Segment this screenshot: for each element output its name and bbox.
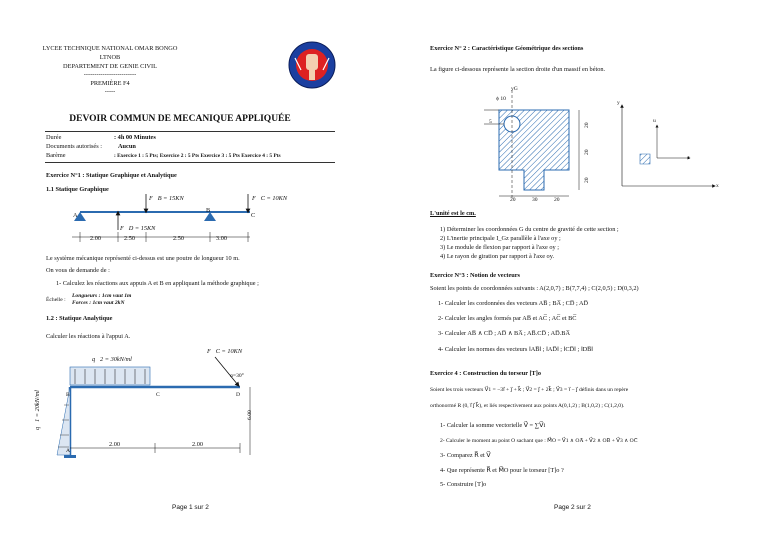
department: DEPARTEMENT DE GENIE CIVIL — [63, 63, 157, 70]
axis-t-label: t — [688, 155, 690, 161]
scale-label: Échelle : — [46, 297, 66, 303]
point-b-label: B — [206, 207, 211, 214]
scale-force: Forces : 1cm vaut 2kN — [72, 300, 125, 306]
docs-label: Documents autorisés : — [46, 143, 102, 150]
school-logo — [287, 40, 337, 90]
ex3-item-1: 1- Calculer les cordonnées des vecteurs AB̅ ; BA̅ ; CD̅ ; AD̅ — [438, 300, 589, 307]
frame-figure-2 — [55, 345, 270, 460]
vdim-2: 20 — [584, 149, 590, 155]
force-fc2-label: F⃗C = 10KN — [207, 348, 243, 355]
bareme-value: : Exercice 1 : 5 Pts; Exercice 2 : 5 Pts Exercice 3 : 5 Pts Exercice 4 : 5 Pts — [114, 153, 281, 159]
ex1-para-2: On vous de demande de : — [46, 267, 110, 274]
ex1-title: Exercice N°1 : Statique Graphique et Analytique — [46, 172, 177, 179]
height-label: 6.00 — [247, 410, 253, 420]
point-a2-label: A — [66, 448, 71, 454]
axis-y-label: y — [617, 100, 620, 106]
angle-label: α=30° — [230, 373, 244, 379]
ex1-section-1: 1.1 Statique Graphique — [46, 186, 109, 193]
ex1-para-3: Calculer les réactions à l'appui A. — [46, 333, 131, 340]
load-q1-label: q⃗1 = 20kN/ml — [34, 390, 41, 430]
point-d2-label: D — [236, 392, 241, 398]
force-fc-label: F⃗C = 10KN — [252, 195, 288, 202]
scale-length: Longueurs : 1cm vaut 1m — [72, 293, 132, 299]
load-q2-label: q⃗2 = 30kN/ml — [92, 356, 132, 363]
ex4-item-3: 3- Comparez R⃗ et V⃗ — [440, 452, 491, 459]
ex4-item-1: 1- Calculer la somme vectorielle V⃗ = ∑V⃗i — [440, 422, 546, 429]
page-2 — [384, 0, 768, 543]
class-label: PREMIÈRE F4 — [90, 80, 130, 87]
five-label: 5 — [489, 119, 492, 125]
point-c2-label: C — [156, 392, 160, 398]
page-1-footer: Page 1 sur 2 — [172, 504, 209, 511]
ex2-intro: La figure ci-dessous représente la section droite d'un massif en béton. — [430, 66, 606, 73]
header-dashes-2: ----- — [104, 88, 116, 95]
axes-diagram — [584, 98, 724, 193]
ex3-title: Exercice N°3 : Notion de vecteurs — [430, 272, 521, 279]
hdim-1: 20 — [510, 197, 516, 203]
dim-1: 2.00 — [90, 235, 102, 242]
dim-4: 3.00 — [216, 235, 228, 242]
duree-label: Durée — [46, 134, 62, 141]
ex2-title: Exercice N° 2 : Caractéristique Géométrique des sections — [430, 45, 584, 52]
vdim-3: 20 — [584, 177, 590, 183]
ex2-item-2: 2) L'inertie principale I_Gz parallèle à l'axe oy ; — [440, 235, 561, 242]
bareme-label: Barème — [46, 152, 66, 159]
ex3-item-3: 3- Calculer AB̅ ∧ CD̅ ; AD̅ ∧ BA̅ ; AB̅.CD̅ ; AD̅.BA̅ — [438, 330, 571, 337]
info-divider-bottom — [45, 162, 335, 163]
dim2-1: 2.00 — [109, 441, 121, 448]
yg-label: yG — [511, 86, 518, 92]
ex2-item-1: 1) Déterminer les coordonnées G du centre de gravité de cette section ; — [440, 226, 619, 233]
ex4-item-2: 2- Calculer le moment au point O sachant que : M⃗O = V⃗1 ∧ OA̅ + V⃗2 ∧ OB̅ + V⃗3 ∧ OC̅ — [440, 438, 638, 444]
dim-3: 2.50 — [173, 235, 185, 242]
ex4-intro-2: orthonormé R (0, i⃗ j⃗ k⃗), et liés respectivement aux points A(0,1,2) ; B(1,0,2) ; C(1,2,0). — [430, 403, 625, 409]
point-b2-label: B — [66, 392, 70, 398]
phi-label: ϕ 10 — [496, 96, 506, 102]
point-a-label: A — [73, 212, 78, 219]
ex2-item-3: 3) Le module de flexion par rapport à l'axe oy ; — [440, 244, 559, 251]
force-fd-label: F⃗D = 15KN — [120, 225, 156, 232]
point-c-label: C — [251, 212, 256, 219]
dim-2: 2.50 — [124, 235, 136, 242]
ex2-item-4: 4) Le rayon de giration par rapport à l'axe oy. — [440, 253, 555, 260]
hdim-3: 20 — [554, 197, 560, 203]
docs-value: Aucun — [118, 143, 136, 150]
axis-u-label: u — [653, 118, 656, 124]
ex4-item-4: 4- Que représente R⃗ et M⃗O pour le torseur [T]o ? — [440, 467, 564, 474]
ex4-intro-1: Soient les trois vecteurs V⃗1 = −3i⃗ + j⃗ + k⃗ ; V⃗2 = j⃗ + 2k⃗ ; V⃗3 = i⃗ − j⃗ définis dans un repère — [430, 387, 629, 393]
unit-note: L'unité est le cm. — [430, 210, 476, 217]
page-2-footer: Page 2 sur 2 — [554, 504, 591, 511]
info-divider-top — [45, 131, 335, 132]
ex1-section-2: 1.2 : Statique Analytique — [46, 315, 113, 322]
school-abbr: LTNOB — [99, 54, 121, 61]
axis-x-label: x — [716, 183, 719, 189]
ex3-intro: Soient les points de coordonnées suivants : A(2,0,7) ; B(7,7,4) ; C(2,0,5) ; D(0,3,2) — [430, 285, 639, 292]
exam-title: DEVOIR COMMUN DE MECANIQUE APPLIQUÉE — [69, 114, 291, 124]
ex1-question-1: 1- Calculez les réactions aux appuis A et B en appliquant la méthode graphique ; — [56, 280, 259, 287]
hdim-2: 30 — [532, 197, 538, 203]
school-name: LYCEE TECHNIQUE NATIONAL OMAR BONGO — [42, 45, 178, 52]
ex1-para-1: Le système mécanique représenté ci-dessus est une poutre de longueur 10 m. — [46, 255, 240, 262]
header-dashes: ------------------------- — [83, 71, 137, 78]
ex4-title: Exercice 4 : Construction du torseur [T]o — [430, 370, 541, 377]
ex3-item-4: 4- Calculer les normes des vecteurs ‖AB̅‖ ; ‖AD̅‖ ; ‖CD̅‖ ; ‖DB̅‖ — [438, 346, 594, 353]
ex4-item-5: 5- Construire [T]o — [440, 481, 487, 488]
ex3-item-2: 2- Calculer les angles formés par AB̅ et AC̅ ; AC̅ et BC̅ — [438, 315, 577, 322]
duree-value: : 4h 00 Minutes — [114, 134, 156, 141]
dim2-2: 2.00 — [192, 441, 204, 448]
vdim-1: 20 — [584, 122, 590, 128]
force-fb-label: F⃗B = 15KN — [149, 195, 184, 202]
